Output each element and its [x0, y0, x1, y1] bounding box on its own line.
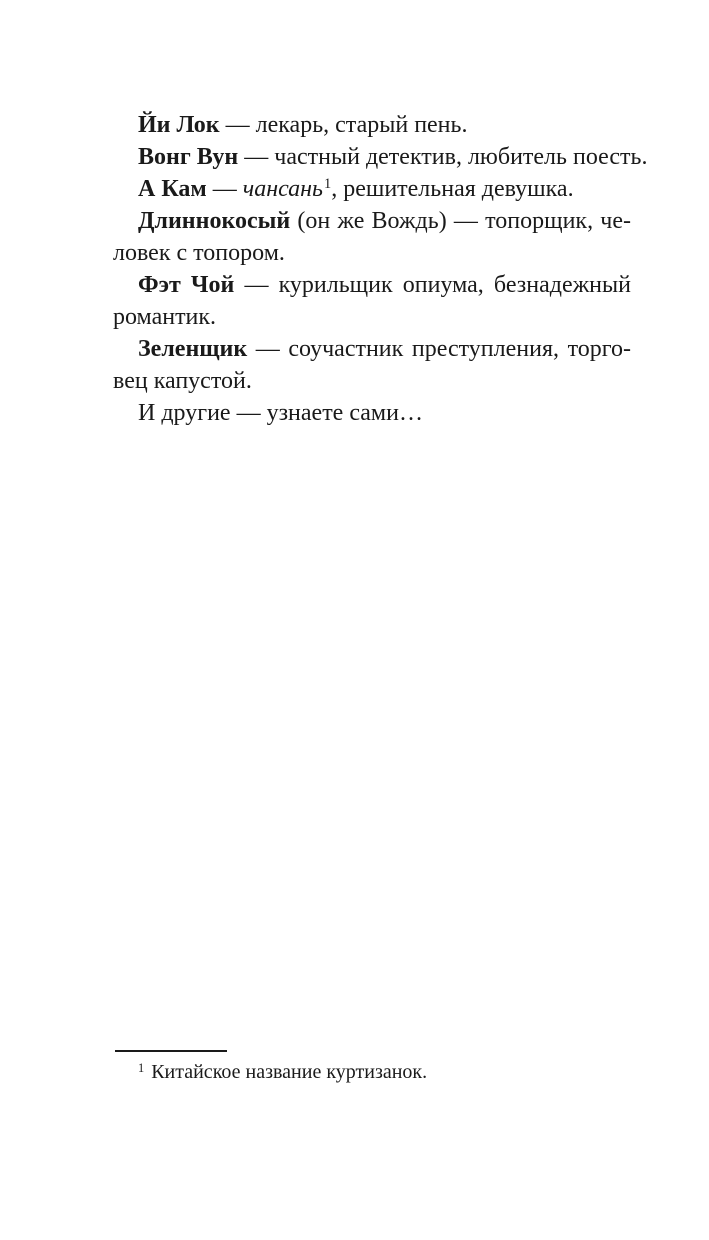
character-line: [113, 301, 631, 333]
text-segment: А Кам: [138, 176, 207, 202]
character-line: [113, 333, 631, 365]
character-line: [113, 269, 631, 301]
character-list: [113, 109, 648, 429]
text-segment: ловек с топором.: [113, 240, 285, 266]
text-segment: 1: [323, 176, 332, 193]
footnote-marker: 1: [138, 1060, 145, 1075]
text-segment: Вонг Вун: [138, 144, 239, 170]
text-segment: чансань: [242, 176, 323, 202]
character-line: [113, 141, 648, 173]
text-segment: — соучастник преступления, торго-: [247, 336, 631, 362]
text-segment: — частный детектив, любитель поесть.: [238, 144, 648, 170]
character-line: [113, 237, 631, 269]
footnote-text: Китайское название куртизанок.: [146, 1061, 428, 1083]
character-line: [113, 205, 631, 237]
text-segment: Йи Лок: [138, 112, 220, 138]
text-segment: И другие — узнаете сами…: [138, 400, 423, 426]
text-segment: Зеленщик: [138, 336, 248, 362]
footnote-separator: [115, 1050, 227, 1052]
text-segment: , решительная девушка.: [331, 176, 574, 202]
character-line: [113, 173, 631, 205]
character-line: [113, 397, 631, 429]
text-segment: романтик.: [113, 304, 217, 330]
character-line: [113, 365, 631, 397]
text-segment: Фэт Чой: [138, 272, 235, 298]
text-segment: Длиннокосый: [138, 208, 291, 234]
text-segment: — лекарь, старый пень.: [219, 112, 468, 138]
text-segment: — курильщик опиума, безнадежный: [234, 272, 631, 298]
footnote: [113, 1059, 631, 1085]
character-line: [113, 109, 631, 141]
text-segment: (он же Вождь) — топорщик, че-: [290, 208, 631, 234]
text-segment: вец капустой.: [113, 368, 252, 394]
text-segment: —: [206, 176, 243, 202]
